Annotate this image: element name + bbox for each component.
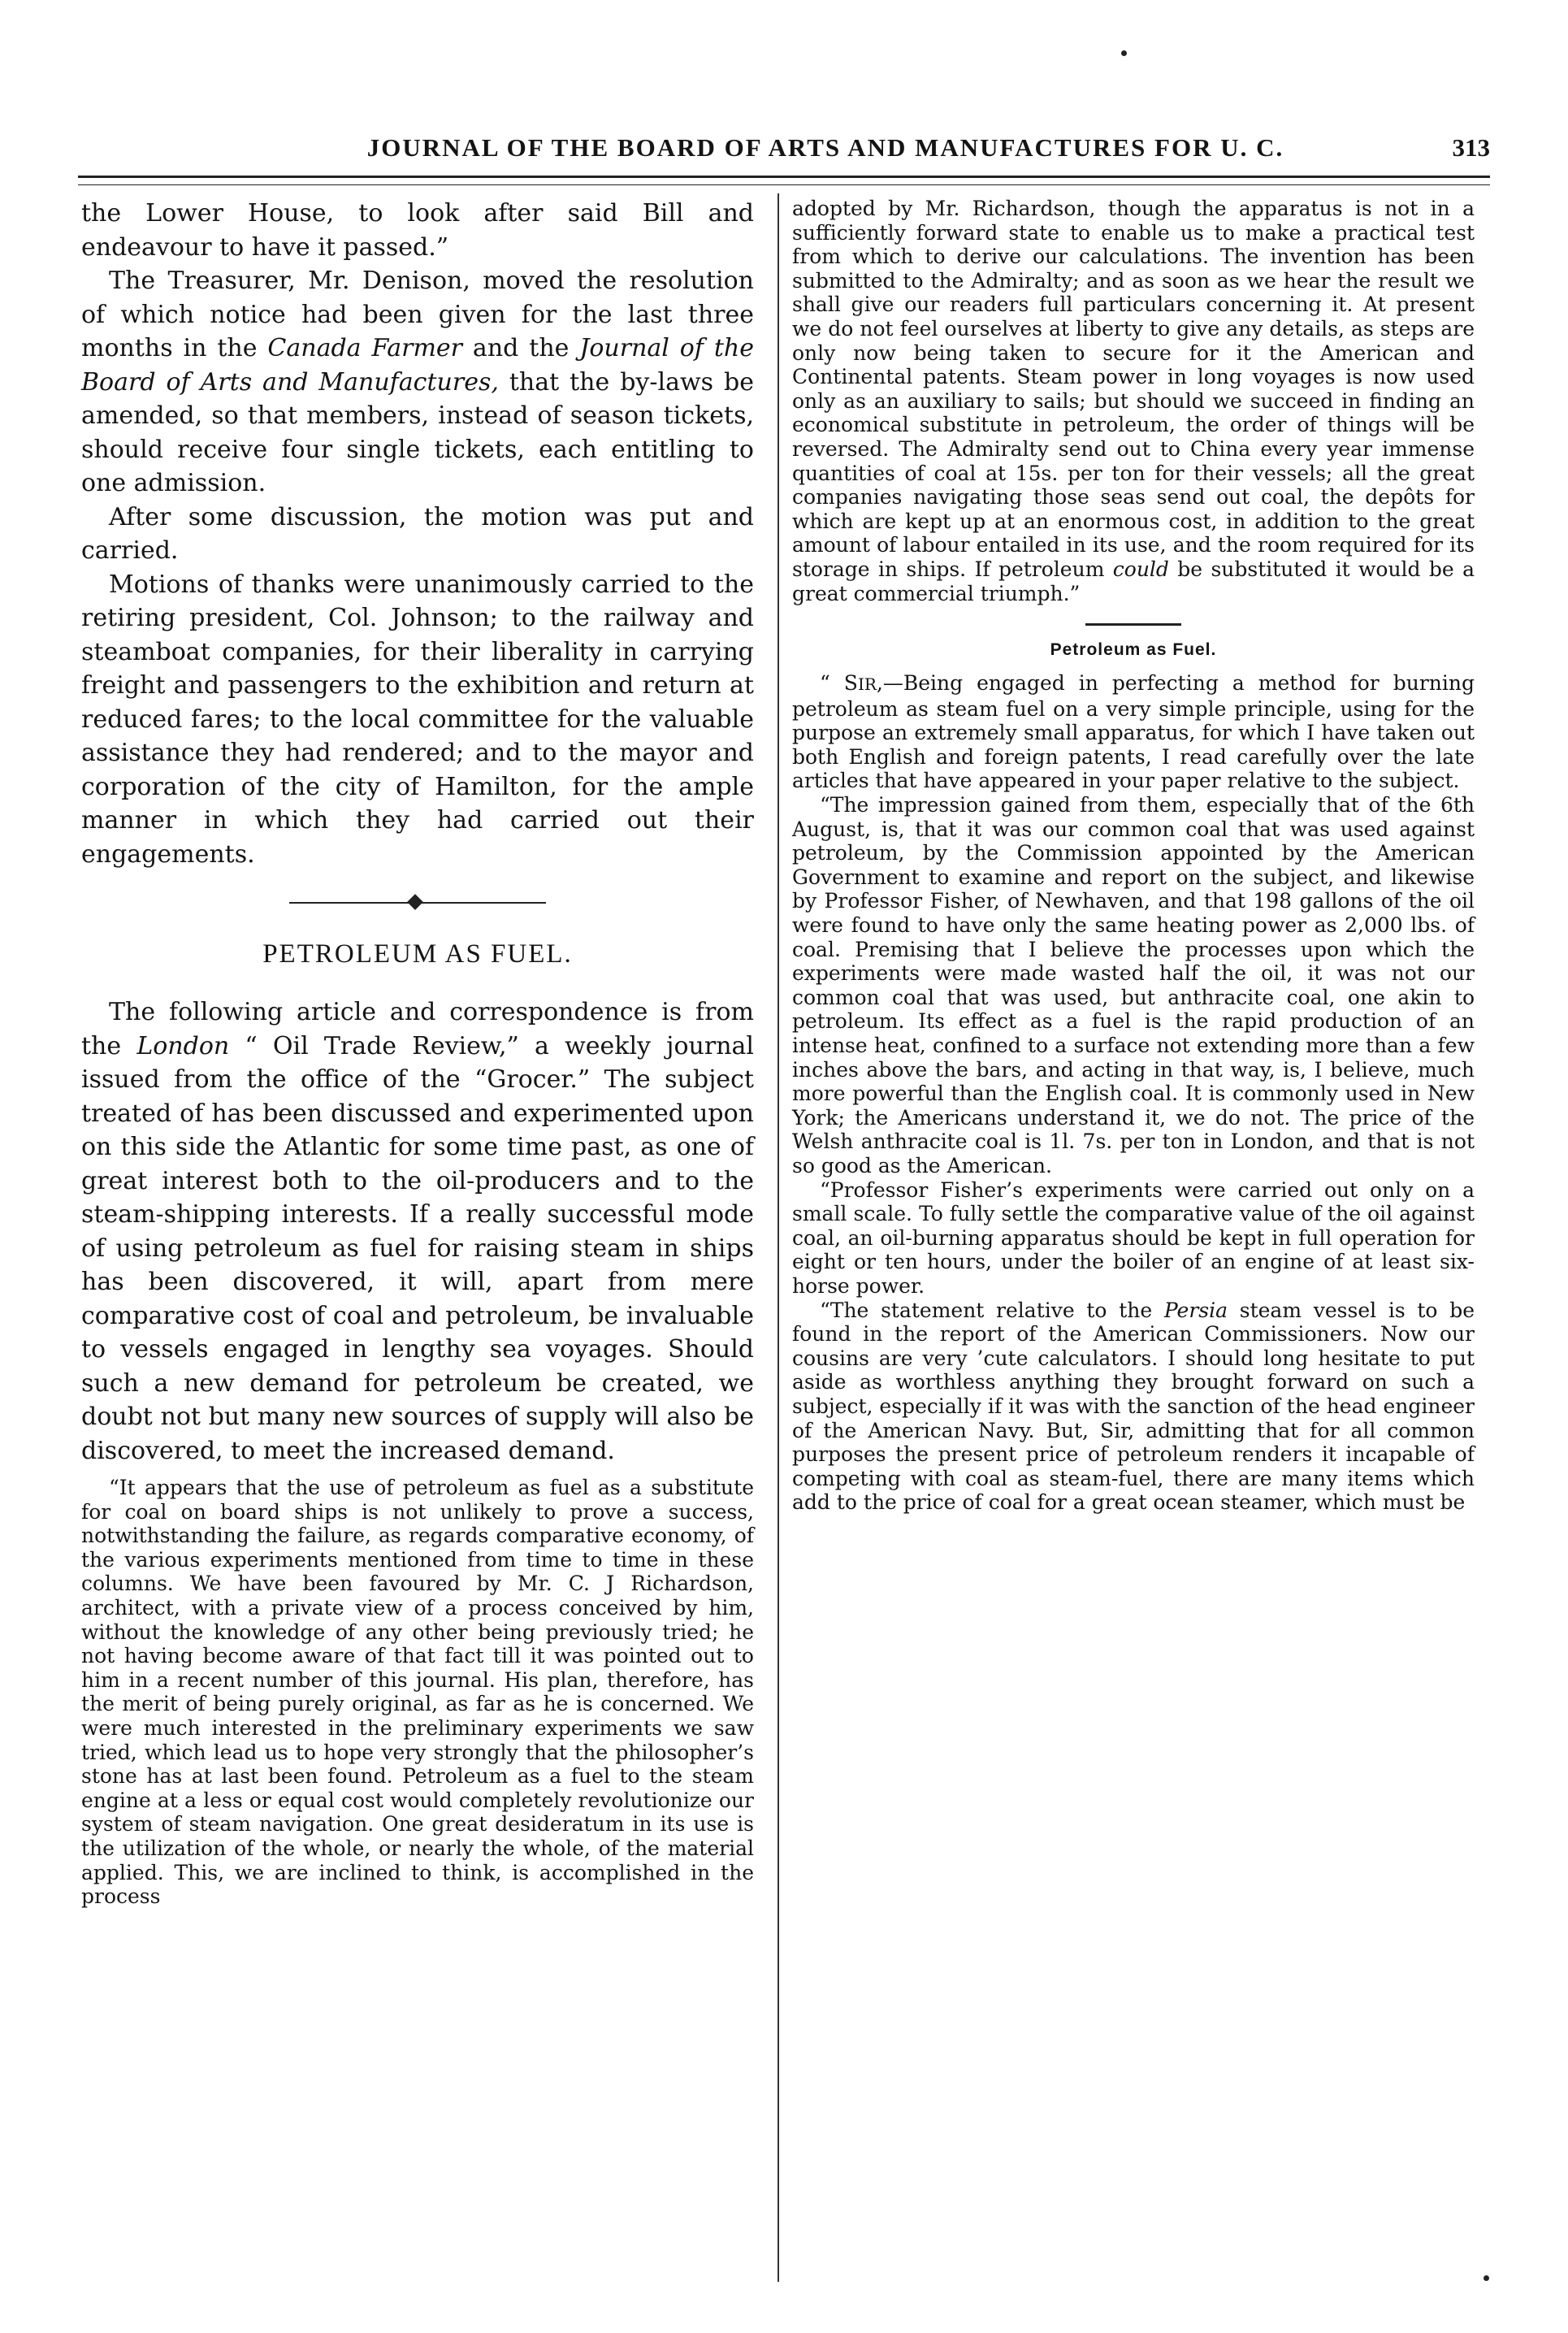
paragraph-text: The Treasurer, Mr. Denison, moved the resolution of which notice had been given for the last three months in the	[81, 267, 754, 362]
paragraph-text: and the	[462, 334, 580, 362]
paragraph-text: “Professor Fisher’s experiments were carried out only on a small scale. To fully settle the comparative value of the oil against coal, an oil-burning apparatus should be kept in full operation for eight or ten hours, under the boiler of an engine of at least six-horse power.	[792, 1177, 1475, 1298]
right-column	[792, 197, 1475, 1515]
paragraph-text: be substituted it would be a great commercial triumph.”	[792, 557, 1475, 605]
paragraph	[792, 1299, 1475, 1515]
paragraph-text: ,—Being engaged in perfecting a method for burning petroleum as steam fuel on a very simple principle, using for the purpose an extremely small apparatus, for which I have taken out both English and foreign patents, I read carefully over the late articles that have appeared in your paper relative to the subject.	[792, 671, 1475, 793]
paragraph-text: “It appears that the use of petroleum as fuel as a substitute for coal on board ships is not unlikely to prove a success, notwithstanding the failure, as regards comparative economy, of the various experiments mentioned from time to time in these columns. We have been favoured by Mr. C. J Richardson, architect, with a private view of a process conceived by him, without the knowledge of any other being previously tried; he not having become aware of that fact till it was pointed out to him in a recent number of this journal. His plan, therefore, has the merit of being purely original, as far as he is concerned. We were much interested in the preliminary experiments we saw tried, which lead us to hope very strongly that the philosopher’s stone has at last been found. Petroleum as a fuel to the steam engine at a less or equal cost would completely revolutionize our system of steam navigation. One great desideratum in its use is the utilization of the whole, or nearly the whole, of the material applied. This, we are inclined to think, is accomplished in the process	[81, 1476, 754, 1909]
left-intro-block	[81, 995, 754, 1468]
paragraph-text: the Lower House, to look after said Bill and endeavour to have it passed.”	[81, 199, 754, 262]
running-header	[78, 133, 1490, 179]
print-speck	[1484, 2275, 1489, 2281]
paragraph	[792, 671, 1475, 793]
letter-subheading: Petroleum as Fuel.	[1050, 640, 1217, 660]
print-speck	[1121, 50, 1127, 56]
section-separator	[289, 902, 546, 904]
paragraph-text: Motions of thanks were unanimously carried to the retiring president, Col. Johnson; to the railway and steamboat companies, for their liberality in carrying freight and passengers to the exhibition and return at reduced fares; to the local committee for the valuable assistance they had rendered; and to the mayor and corporation of the city of Hamilton, for the ample manner in which they had carried out their engagements.	[81, 570, 754, 869]
page-number: 313	[1452, 133, 1490, 162]
paragraph-text: The following article and correspondence is from the	[81, 998, 754, 1060]
small-caps-text: IR	[857, 674, 877, 695]
column-divider	[778, 193, 779, 2282]
paragraph-text: steam vessel is to be found in the report of the American Commissioners. Now our cousins are very ’cute calculators. I should long hesitate to put aside as worthless anything they brought forward on such a subject, especially if it was with the sanction of the head engineer of the American Navy. But, Sir, admitting that for all common purposes the present price of petroleum renders it incapable of competing with coal as steam-fuel, there are many items which add to the price of coal for a great ocean steamer, which must be	[792, 1298, 1475, 1515]
paragraph	[792, 793, 1475, 1178]
paragraph-text: “The impression gained from them, especially that of the 6th August, is, that it was our common coal that was used against petroleum, by the Commission appointed by the American Government to examine and report on the subject, and likewise by Professor Fisher, of Newhaven, and that 198 gallons of the oil were found to have only the same heating power as 2,000 lbs. of coal. Premising that I believe the processes upon which the experiments were made wasted half the oil, it was not our common coal that was used, but anthracite coal, one akin to petroleum. Its effect as a fuel is the rapid production of an intense heat, confined to a surface not extending more than a few inches above the bars, and acting in that way, is, I believe, much more powerful than the English coal. It is commonly used in New York; the Americans understand it, we do not. The price of the Welsh anthracite coal is 1l. 7s. per ton in London, and that is not so good as the American.	[792, 793, 1475, 1177]
periodical-title: Journal of the Board of Arts and Manufactures,	[81, 334, 754, 397]
paragraph-text: “The statement relative to the	[820, 1298, 1164, 1322]
left-small-type-block	[81, 1476, 754, 1909]
place-name: London	[136, 1031, 230, 1060]
paragraph-text: “ S	[820, 671, 858, 696]
paragraph	[792, 197, 1475, 605]
journal-title: JOURNAL OF THE BOARD OF ARTS AND MANUFACTURES FOR U. C.	[366, 133, 1284, 162]
ship-name: Persia	[1163, 1298, 1228, 1322]
paragraph	[792, 1178, 1475, 1299]
section-heading: PETROLEUM AS FUEL.	[262, 939, 573, 969]
left-large-type-block	[81, 197, 754, 871]
separator-ornament	[407, 894, 423, 910]
short-rule	[1085, 623, 1181, 626]
paragraph	[81, 264, 754, 501]
emphasis: could	[1112, 557, 1169, 581]
paragraph	[81, 501, 754, 568]
paragraph-text: After some discussion, the motion was put and carried.	[81, 502, 754, 565]
paragraph-text: that the by-laws be amended, so that members, instead of season tickets, should receive four single tickets, each entitling to one admission.	[81, 367, 754, 497]
header-rule	[78, 176, 1490, 185]
left-column	[81, 197, 754, 1909]
paragraph	[81, 995, 754, 1468]
paragraph-text: “ Oil Trade Review,” a weekly journal issued from the office of the “Grocer.” The subject treated of has been discussed and experimented upon on this side the Atlantic for some time past, as one of great interest both to the oil-producers and to the steam-shipping interests. If a really successful mode of using petroleum as fuel for raising steam in ships has been discovered, it will, apart from mere comparative cost of coal and petroleum, be invaluable to vessels engaged in lengthy sea voyages. Should such a new demand for petroleum be created, we doubt not but many new sources of supply will also be discovered, to meet the increased demand.	[81, 1031, 754, 1465]
paragraph	[81, 568, 754, 872]
paragraph	[81, 1476, 754, 1909]
paragraph-text: adopted by Mr. Richardson, though the apparatus is not in a sufficiently forward state to enable us to make a practical test from which to derive our calculations. The invention has been submitted to the Admiralty; and as soon as we hear the result we shall give our readers full particulars concerning it. At present we do not feel ourselves at liberty to give any details, as steps are only now being taken to secure for it the American and Continental patents. Steam power in long voyages is now used only as an auxiliary to sails; but should we succeed in finding an economical substitute in petroleum, the order of things will be reversed. The Admiralty send out to China every year immense quantities of coal at 15s. per ton for their vessels; all the great companies navigating those seas send out coal, the depôts for which are kept up at an enormous cost, in addition to the great amount of labour entailed in its use, and the room required for its storage in ships. If petroleum	[792, 197, 1475, 581]
paragraph	[81, 197, 754, 264]
periodical-title: Canada Farmer	[267, 334, 463, 362]
